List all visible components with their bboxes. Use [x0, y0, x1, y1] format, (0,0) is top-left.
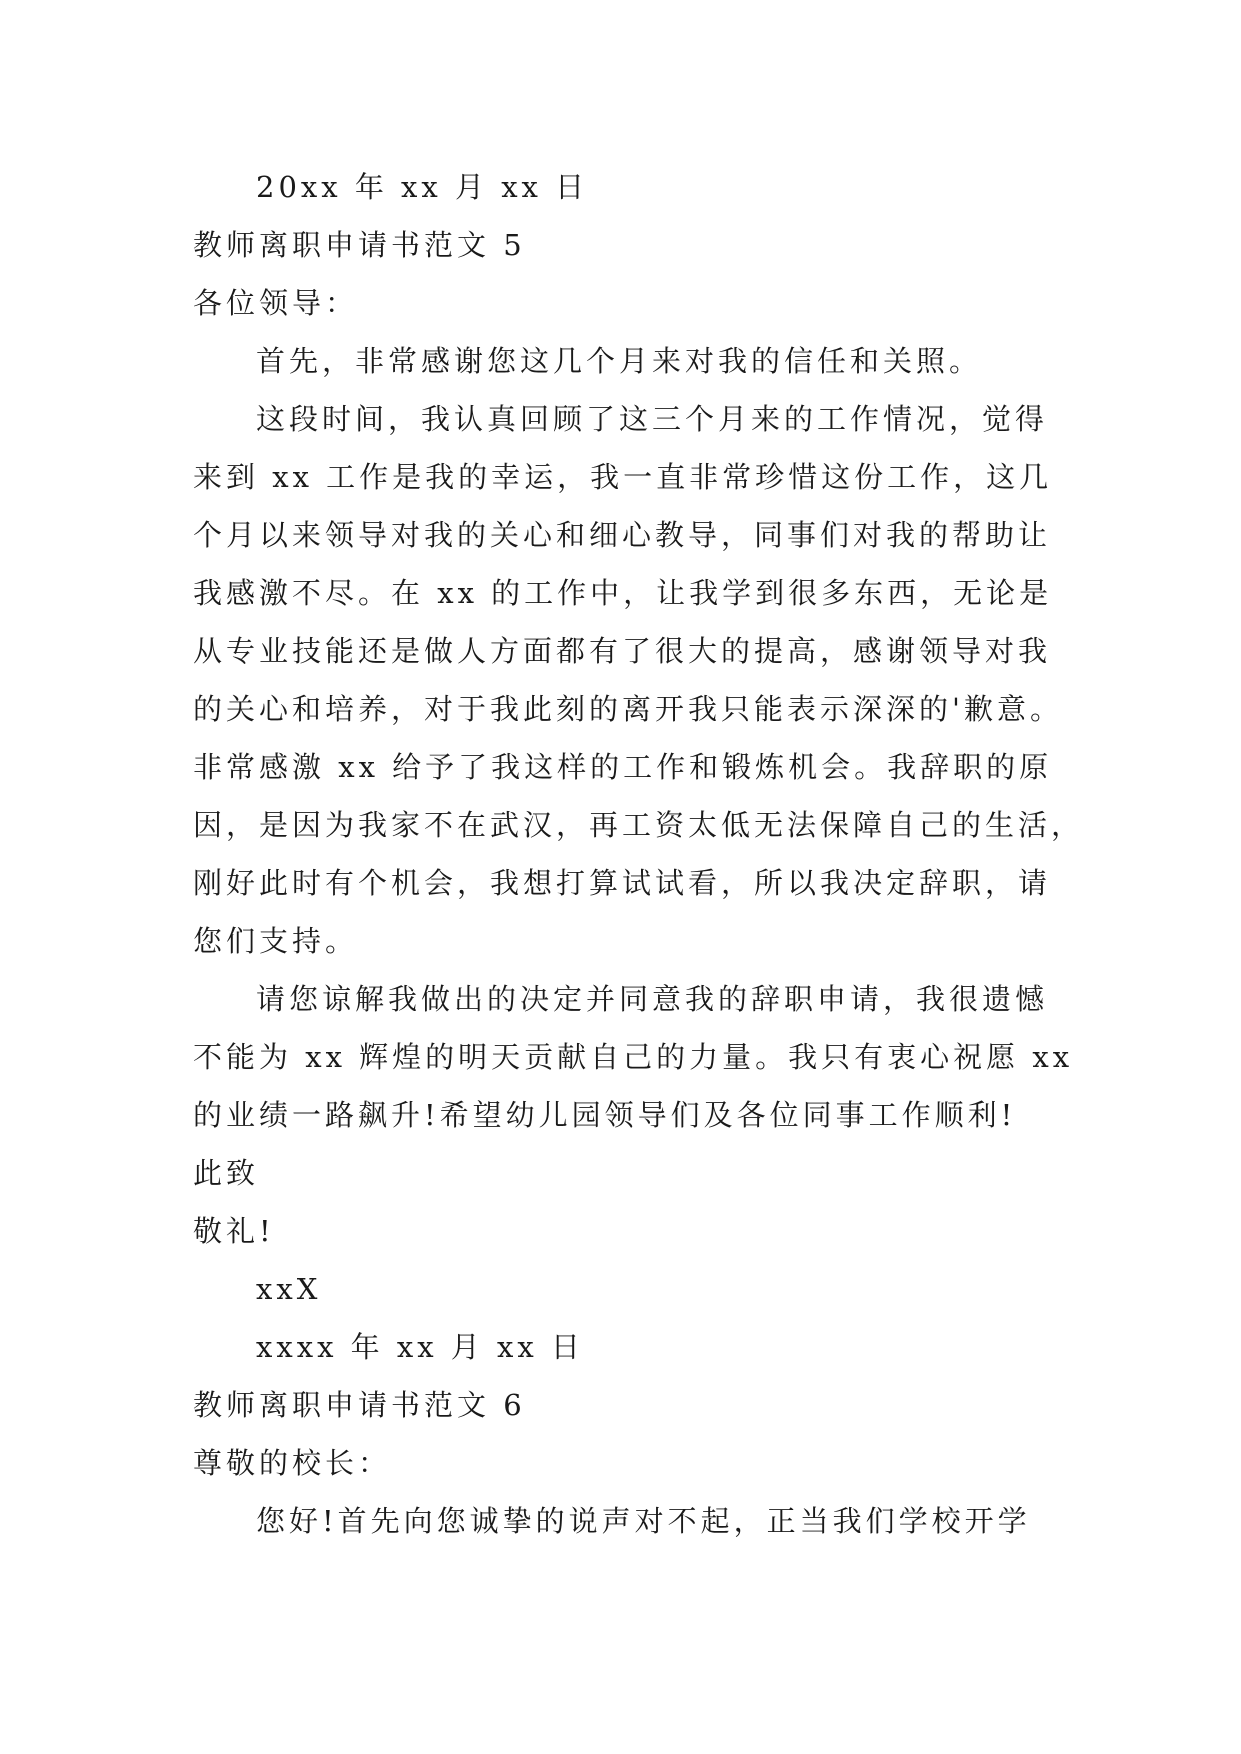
- salutation: 尊敬的校长：: [193, 1446, 392, 1480]
- paragraph-line: 不能为 xx 辉煌的明天贡献自己的力量。我只有衷心祝愿 xx: [193, 1040, 1074, 1074]
- paragraph-line: 个月以来领导对我的关心和细心教导，同事们对我的帮助让: [193, 518, 1052, 552]
- date-line: 20xx 年 xx 月 xx 日: [256, 170, 589, 204]
- paragraph-line: 因，是因为我家不在武汉，再工资太低无法保障自己的生活，: [193, 808, 1085, 842]
- paragraph-line: 您好!首先向您诚挚的说声对不起，正当我们学校开学: [256, 1504, 1031, 1538]
- signature-date: xxxx 年 xx 月 xx 日: [256, 1330, 584, 1364]
- paragraph-line: 来到 xx 工作是我的幸运，我一直非常珍惜这份工作，这几: [193, 460, 1053, 494]
- section-heading-5: 教师离职申请书范文 5: [193, 228, 526, 262]
- paragraph-line: 您们支持。: [193, 924, 359, 958]
- section-heading-6: 教师离职申请书范文 6: [193, 1388, 526, 1422]
- paragraph-line: 的业绩一路飙升!希望幼儿园领导们及各位同事工作顺利!: [193, 1098, 1017, 1132]
- paragraph-line: 首先，非常感谢您这几个月来对我的信任和关照。: [256, 344, 983, 378]
- paragraph-line: 我感激不尽。在 xx 的工作中，让我学到很多东西，无论是: [193, 576, 1053, 610]
- closing-line: 此致: [193, 1156, 260, 1190]
- paragraph-line: 这段时间，我认真回顾了这三个月来的工作情况，觉得: [256, 402, 1049, 436]
- paragraph-line: 的关心和培养，对于我此刻的离开我只能表示深深的'歉意。: [193, 692, 1063, 726]
- paragraph-line: 刚好此时有个机会，我想打算试试看，所以我决定辞职，请: [193, 866, 1052, 900]
- signature-name: xxX: [256, 1272, 322, 1306]
- paragraph-line: 请您谅解我做出的决定并同意我的辞职申请，我很遗憾: [256, 982, 1049, 1016]
- closing-salute: 敬礼!: [193, 1214, 275, 1248]
- salutation: 各位领导：: [193, 286, 359, 320]
- paragraph-line: 非常感激 xx 给予了我这样的工作和锻炼机会。我辞职的原: [193, 750, 1053, 784]
- paragraph-line: 从专业技能还是做人方面都有了很大的提高，感谢领导对我: [193, 634, 1052, 668]
